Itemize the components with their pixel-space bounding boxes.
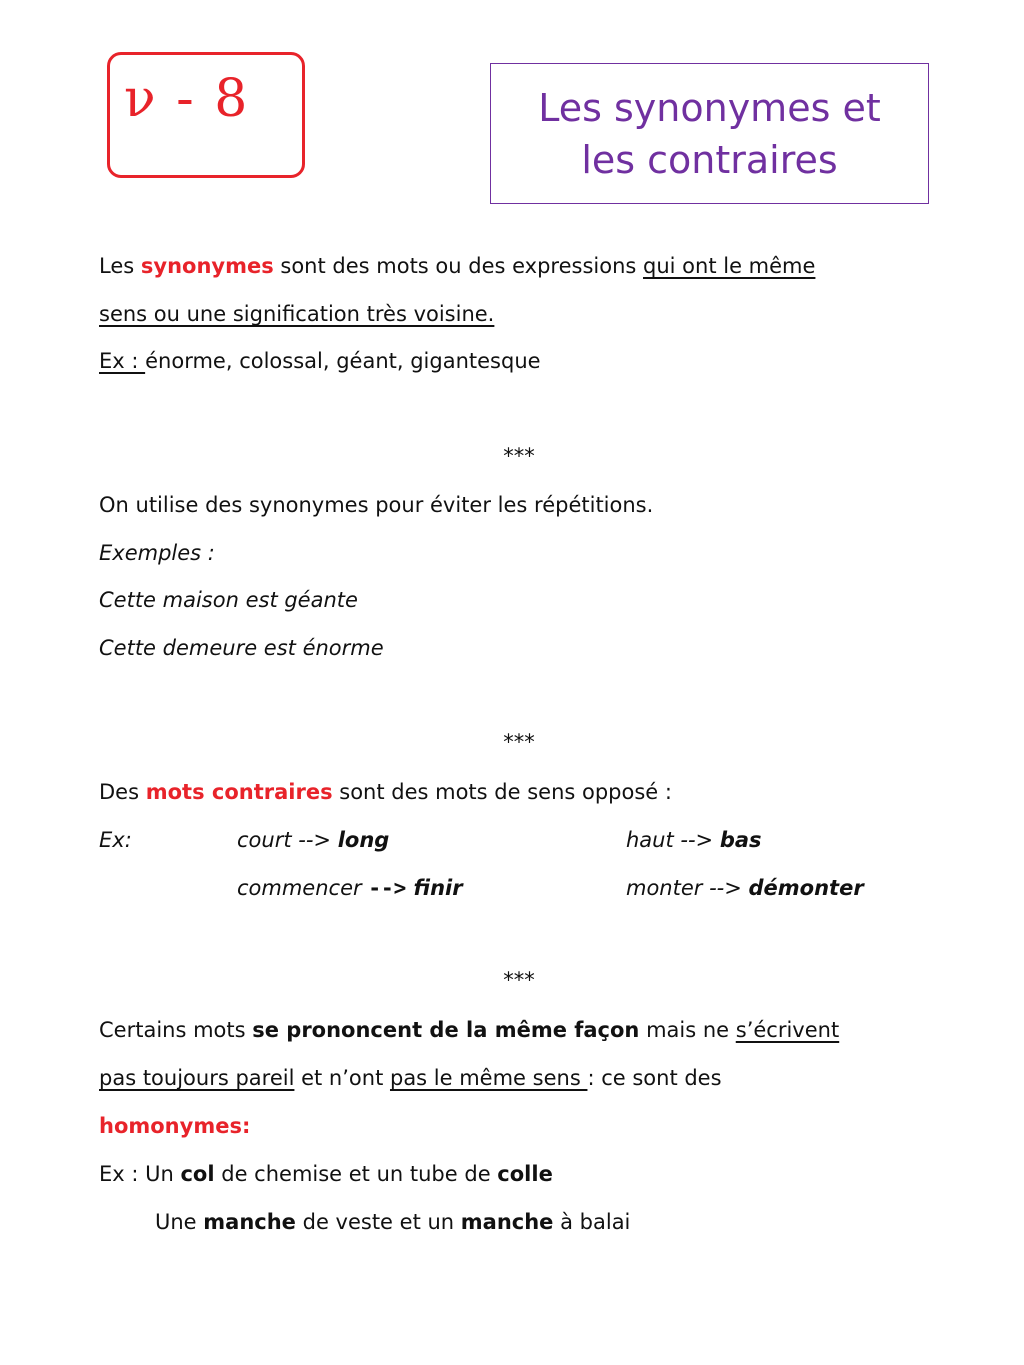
examples-label: Exemples : bbox=[99, 541, 215, 565]
antonyms-definition: Des mots contraires sont des mots de sens opposé : bbox=[99, 780, 672, 804]
lesson-number: ν - 8 bbox=[124, 69, 250, 129]
homonyms-definition-line-2: pas toujours pareil et n’ont pas le même sens : ce sont des bbox=[99, 1066, 722, 1090]
synonyms-keyword: synonymes bbox=[140, 254, 274, 278]
antonyms-example-label: Ex: bbox=[99, 828, 132, 852]
page-title-line-1: Les synonymes et bbox=[538, 85, 881, 130]
repetition-text: On utilise des synonymes pour éviter les répétitions. bbox=[99, 493, 654, 517]
synonyms-example: Ex : énorme, colossal, géant, gigantesque bbox=[99, 349, 541, 373]
page-title-line-2: les contraires bbox=[581, 137, 838, 182]
antonyms-keyword: mots contraires bbox=[145, 780, 333, 804]
example-sentence-2: Cette demeure est énorme bbox=[99, 636, 384, 660]
homonyms-example-1: Ex : Un col de chemise et un tube de colle bbox=[99, 1162, 553, 1186]
homonyms-example-2: Une manche de veste et un manche à balai bbox=[155, 1210, 631, 1234]
homonyms-keyword: homonymes: bbox=[99, 1114, 251, 1138]
example-sentence-1: Cette maison est géante bbox=[99, 588, 358, 612]
separator-1: *** bbox=[503, 444, 535, 468]
synonyms-definition-line-1: Les synonymes sont des mots ou des expressions qui ont le même bbox=[99, 254, 816, 278]
separator-3: *** bbox=[503, 968, 535, 992]
homonyms-definition-line-1: Certains mots se prononcent de la même façon mais ne s’écrivent bbox=[99, 1018, 840, 1042]
separator-2: *** bbox=[503, 730, 535, 754]
antonyms-example-row-1: Ex: court --> long haut --> bas bbox=[99, 828, 762, 852]
lesson-number-badge bbox=[107, 52, 305, 178]
synonyms-definition-line-2: sens ou une signification très voisine. bbox=[99, 302, 495, 326]
page-title-box bbox=[490, 63, 929, 204]
